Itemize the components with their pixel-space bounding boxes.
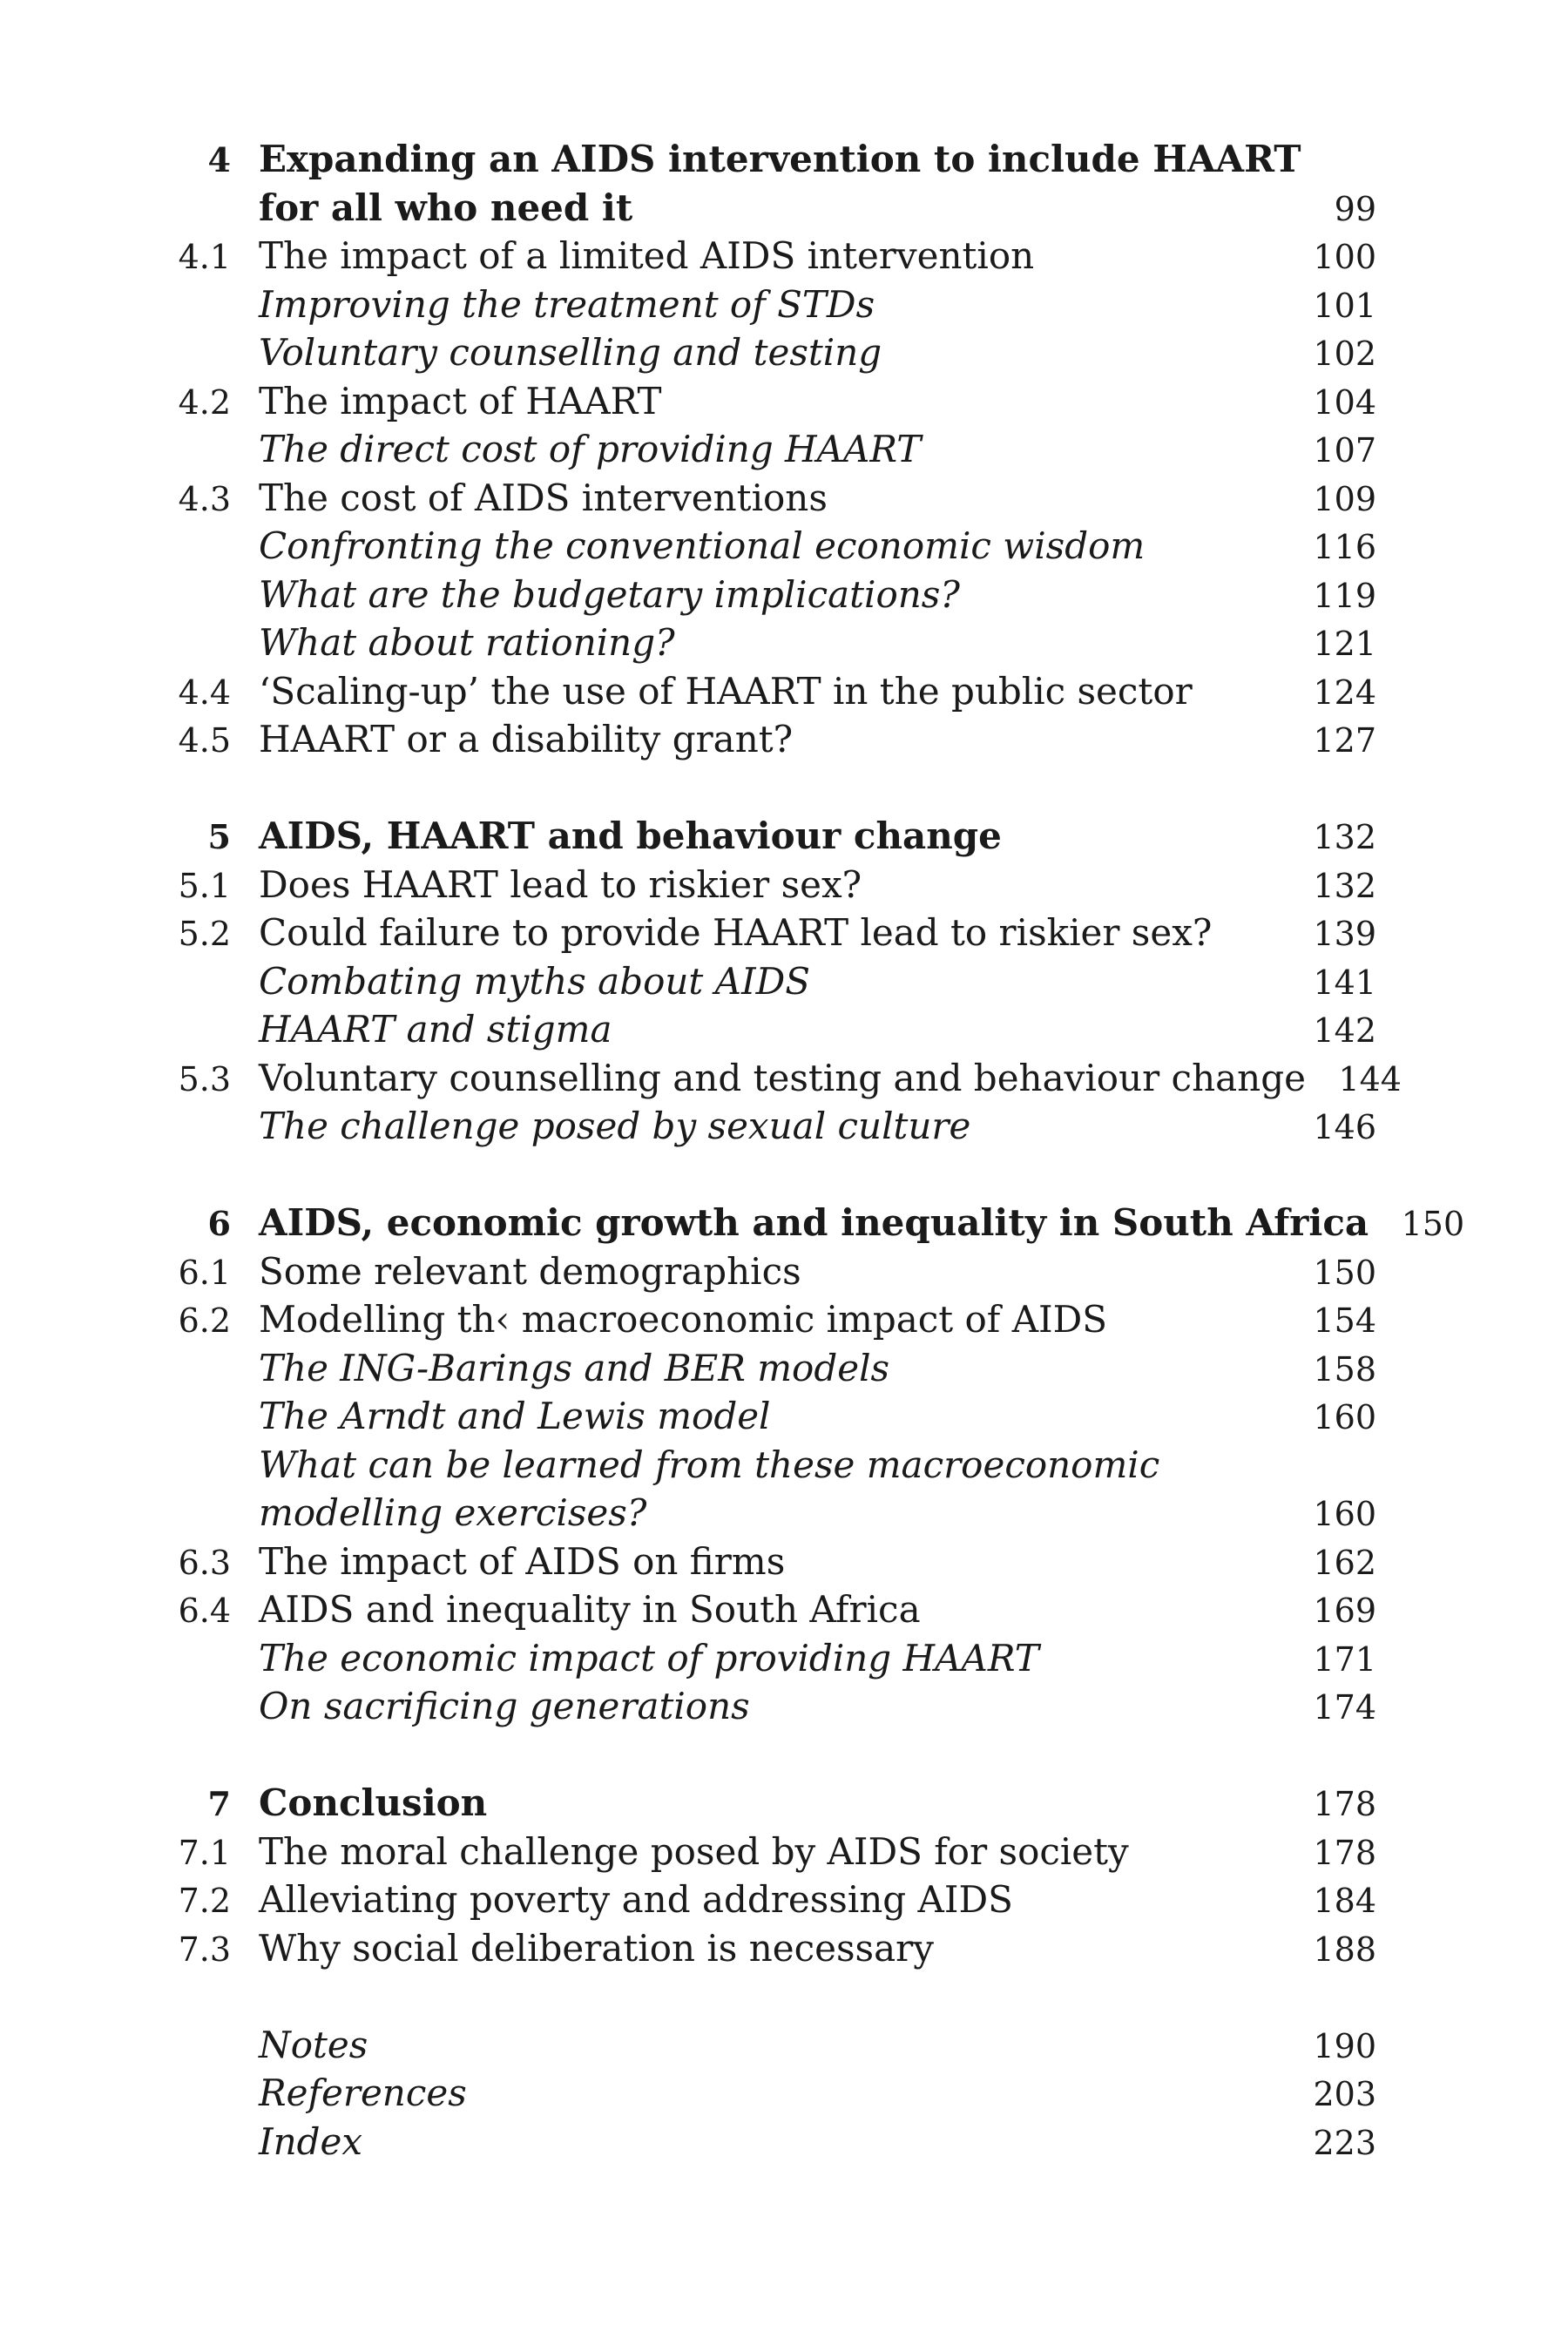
toc-entry-chapter [131, 1779, 1376, 1828]
toc-entry-section [131, 1585, 1376, 1634]
toc-title: The impact of AIDS on firms [259, 1539, 786, 1583]
toc-number: 4 [207, 140, 231, 179]
toc-title: Expanding an AIDS intervention to include HAART [259, 138, 1301, 180]
toc-number: 4.3 [178, 479, 231, 518]
toc-page-number: 101 [1313, 286, 1376, 325]
section-spacer [131, 1972, 1376, 2021]
toc-title: Does HAART lead to riskier sex? [259, 862, 862, 906]
toc-title: Notes [259, 2023, 368, 2066]
toc-page-number: 146 [1313, 1108, 1376, 1146]
toc-title: Voluntary counselling and testing [259, 331, 882, 374]
toc-entry-sub [131, 280, 1376, 329]
toc-title: The economic impact of providing HAART [259, 1636, 1039, 1680]
section-spacer [131, 1151, 1376, 1200]
toc-page-number: 100 [1313, 238, 1376, 276]
toc-page-number: 162 [1313, 1543, 1376, 1582]
toc-title: The ING-Barings and BER models [259, 1346, 890, 1389]
toc-title: The cost of AIDS interventions [259, 476, 828, 519]
toc-page-number: 154 [1313, 1301, 1376, 1340]
toc-number: 6.3 [178, 1543, 231, 1582]
toc-number: 6.2 [178, 1301, 231, 1340]
toc-title: Voluntary counselling and testing and behaviour change [259, 1056, 1306, 1099]
toc-title: The challenge posed by sexual culture [259, 1105, 971, 1147]
toc-number: 6 [207, 1204, 231, 1243]
toc-number: 6.4 [178, 1592, 231, 1630]
toc-title: Confronting the conventional economic wisdom [259, 524, 1146, 567]
toc-entry-section [131, 861, 1376, 909]
toc-page-number: 178 [1313, 1833, 1376, 1872]
toc-entry-section [131, 1295, 1376, 1344]
toc-entry-section [131, 909, 1376, 957]
toc-page-number: 144 [1338, 1059, 1402, 1098]
toc-page-number: 169 [1313, 1592, 1376, 1630]
toc-page-number: 190 [1313, 2026, 1376, 2065]
toc-page-number: 150 [1313, 1253, 1376, 1292]
toc-page-number: 158 [1313, 1349, 1376, 1389]
toc-entry-sub [131, 957, 1376, 1006]
toc-entry-back [131, 2021, 1376, 2070]
toc-entry-sub [131, 1102, 1376, 1151]
toc-number: 7 [207, 1784, 231, 1823]
toc-number: 7.1 [178, 1833, 231, 1872]
toc-page-number: 178 [1313, 1785, 1376, 1823]
toc-title: On sacrificing generations [259, 1685, 750, 1727]
toc-title: References [259, 2072, 467, 2114]
toc-title: Some relevant demographics [259, 1249, 801, 1293]
toc-entry-section [131, 1247, 1376, 1296]
toc-number: 4.1 [178, 238, 231, 276]
toc-entry-section [131, 1828, 1376, 1876]
toc-number: 4.4 [178, 672, 231, 712]
toc-title: Modelling th‹ macroeconomic impact of AIDS [259, 1298, 1108, 1341]
toc-page-number: 160 [1313, 1398, 1376, 1436]
toc-entry-sub [131, 1441, 1376, 1490]
toc-entry-chapter [131, 184, 1376, 233]
toc-entry-chapter [131, 135, 1376, 184]
toc-number: 4.2 [178, 382, 231, 422]
toc-page-number: 102 [1313, 335, 1376, 373]
toc-number: 6.1 [178, 1253, 231, 1292]
toc-title: Combating myths about AIDS [259, 959, 811, 1003]
section-spacer [131, 1731, 1376, 1780]
toc-entry-sub [131, 1682, 1376, 1731]
toc-entry-section [131, 232, 1376, 280]
toc-title: The moral challenge posed by AIDS for society [259, 1829, 1129, 1873]
toc-title: What are the budgetary implications? [259, 572, 960, 616]
toc-entry-sub [131, 1005, 1376, 1054]
toc-title: The direct cost of providing HAART [259, 428, 922, 470]
toc-entry-sub [131, 328, 1376, 377]
toc-title: Index [259, 2119, 363, 2163]
toc-entry-section [131, 474, 1376, 523]
table-of-contents [131, 135, 1465, 2166]
toc-title: AIDS and inequality in South Africa [259, 1588, 921, 1631]
toc-page-number: 104 [1313, 382, 1376, 422]
toc-title: The impact of a limited AIDS intervention [259, 234, 1035, 277]
toc-page-number: 174 [1313, 1688, 1376, 1727]
toc-page-number: 142 [1313, 1011, 1376, 1050]
toc-number: 7.3 [178, 1930, 231, 1969]
toc-entry-section [131, 377, 1376, 426]
toc-number: 5.2 [178, 915, 231, 953]
toc-page-number: 99 [1334, 189, 1376, 228]
toc-title: ‘Scaling-up’ the use of HAART in the public sector [259, 669, 1193, 713]
toc-page-number: 107 [1313, 431, 1376, 470]
toc-title: Conclusion [259, 1781, 488, 1824]
toc-entry-sub [131, 1489, 1376, 1538]
toc-title: HAART or a disability grant? [259, 718, 794, 760]
toc-title: AIDS, HAART and behaviour change [259, 814, 1002, 857]
toc-entry-section [131, 1876, 1376, 1924]
toc-title: The impact of HAART [259, 379, 662, 422]
toc-title: Could failure to provide HAART lead to riskier sex? [259, 911, 1213, 954]
toc-title: HAART and stigma [259, 1008, 612, 1051]
toc-page-number: 109 [1313, 479, 1376, 518]
toc-entry-chapter [131, 1199, 1465, 1247]
toc-title: What can be learned from these macroeconomic [259, 1443, 1160, 1486]
toc-title: The Arndt and Lewis model [259, 1395, 771, 1437]
section-spacer [131, 764, 1376, 813]
toc-entry-section [131, 667, 1376, 716]
toc-entry-sub [131, 522, 1376, 571]
toc-entry-section [131, 1054, 1402, 1103]
toc-page-number: 184 [1313, 1882, 1376, 1920]
toc-entry-section [131, 1924, 1376, 1973]
toc-page-number: 141 [1313, 963, 1376, 1002]
toc-page-number: 139 [1313, 915, 1376, 953]
toc-page-number: 132 [1313, 818, 1376, 856]
toc-entry-sub [131, 425, 1376, 474]
toc-title: for all who need it [259, 186, 633, 229]
toc-entry-sub [131, 1344, 1376, 1393]
toc-page-number: 150 [1401, 1205, 1465, 1243]
toc-entry-sub [131, 1392, 1376, 1441]
toc-entry-sub [131, 618, 1376, 667]
toc-title: What about rationing? [259, 621, 675, 664]
toc-title: AIDS, economic growth and inequality in South Africa [259, 1201, 1369, 1244]
toc-page-number: 119 [1313, 576, 1376, 615]
toc-page-number: 171 [1313, 1639, 1376, 1679]
toc-page-number: 188 [1313, 1930, 1376, 1969]
toc-entry-back [131, 2069, 1376, 2118]
toc-page-number: 116 [1313, 528, 1376, 566]
toc-number: 5.1 [178, 866, 231, 905]
toc-title: Why social deliberation is necessary [259, 1926, 934, 1970]
toc-page-number: 124 [1313, 672, 1376, 712]
toc-page-number: 121 [1313, 625, 1376, 663]
toc-number: 7.2 [178, 1882, 231, 1920]
toc-entry-section [131, 715, 1376, 764]
toc-entry-chapter [131, 812, 1376, 861]
toc-page-number: 160 [1313, 1495, 1376, 1533]
toc-entry-sub [131, 1634, 1376, 1683]
toc-number: 5 [207, 817, 231, 856]
toc-page-number: 132 [1313, 866, 1376, 905]
toc-page-number: 203 [1313, 2075, 1376, 2113]
toc-number: 5.3 [178, 1059, 231, 1098]
toc-page-number: 223 [1313, 2123, 1376, 2162]
toc-entry-sub [131, 571, 1376, 619]
toc-title: Alleviating poverty and addressing AIDS [259, 1878, 1013, 1921]
toc-title: Improving the treatment of STDs [259, 282, 875, 326]
toc-entry-section [131, 1538, 1376, 1586]
toc-page-number: 127 [1313, 721, 1376, 760]
toc-number: 4.5 [178, 721, 231, 760]
toc-title: modelling exercises? [259, 1491, 647, 1534]
toc-entry-back [131, 2118, 1376, 2166]
